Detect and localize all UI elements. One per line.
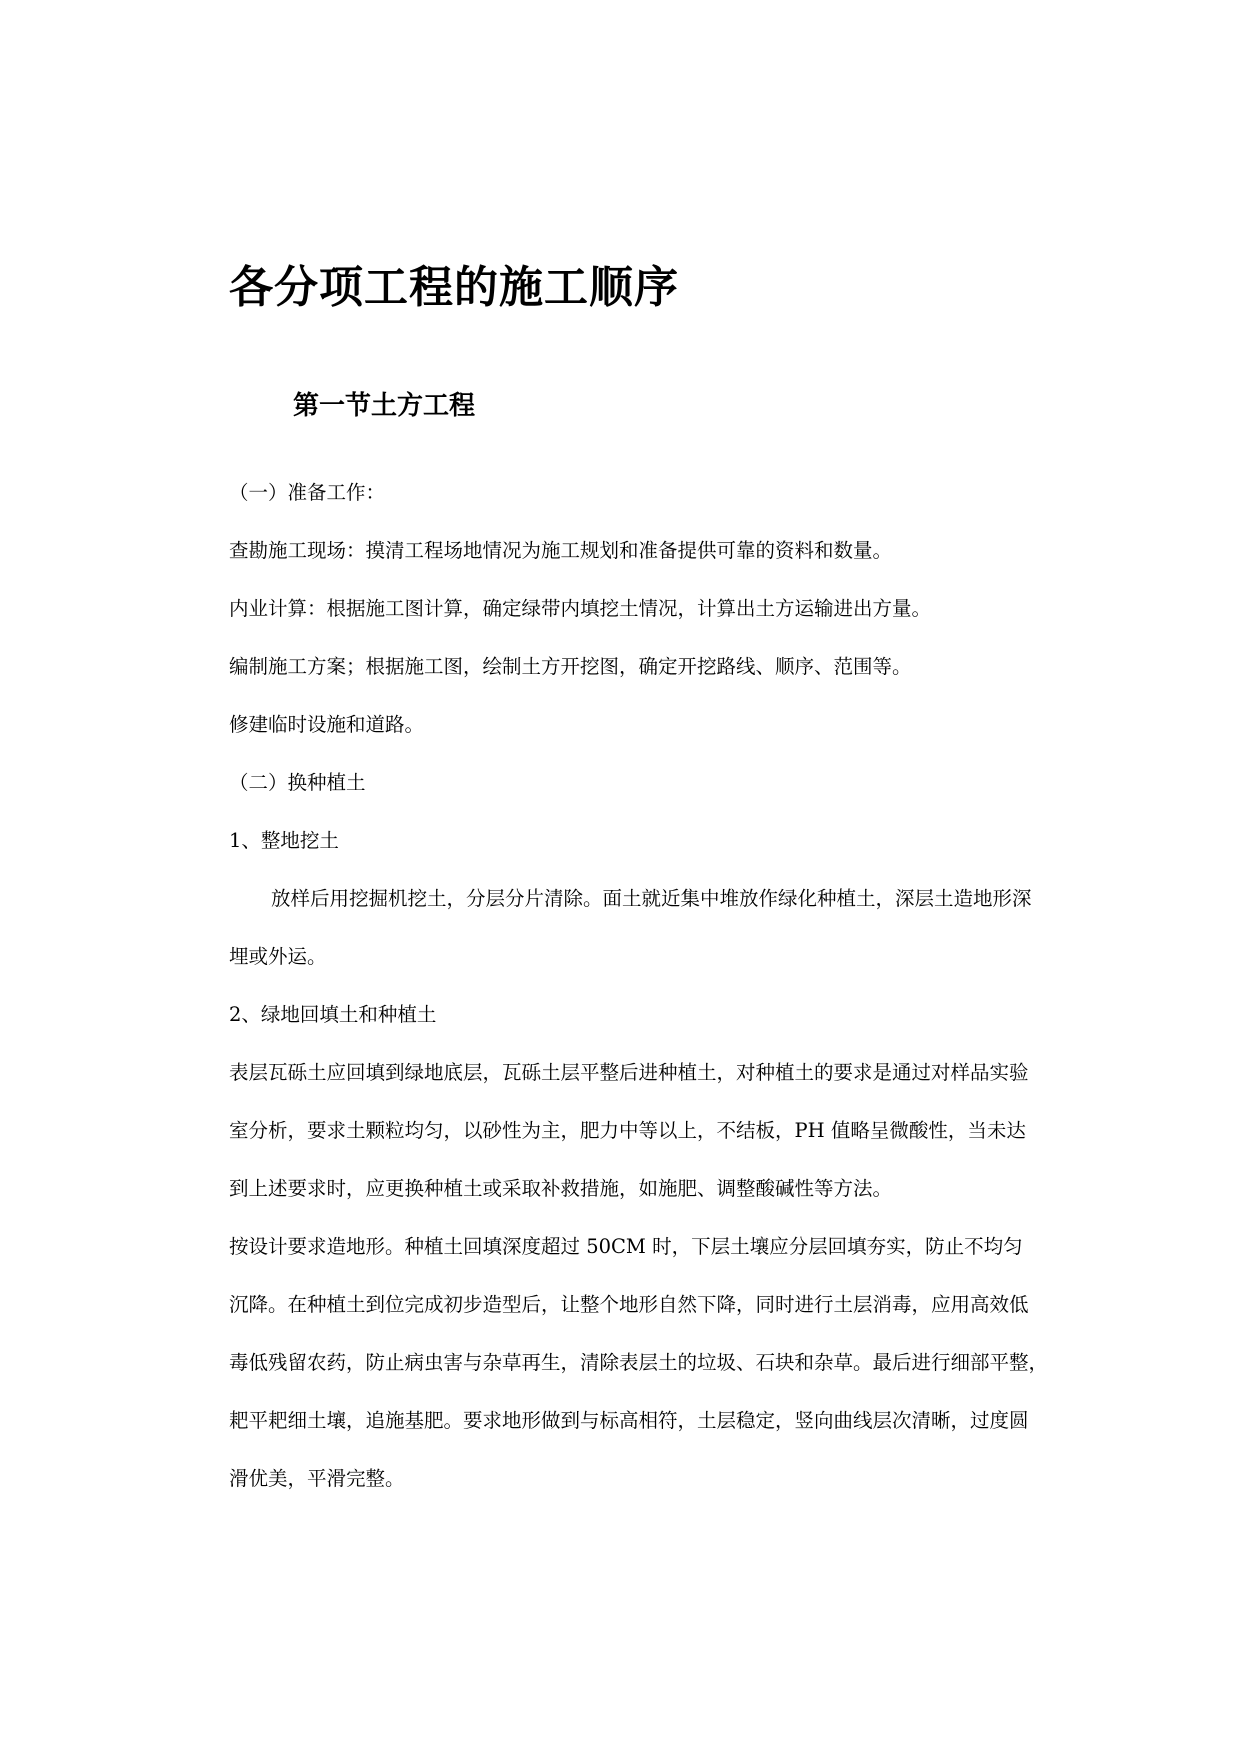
paragraph-line: （一）准备工作： xyxy=(229,481,386,504)
paragraph-line: 查勘施工现场：摸清工程场地情况为施工规划和准备提供可靠的资料和数量。 xyxy=(229,539,893,562)
paragraph-line: 滑优美，平滑完整。 xyxy=(229,1467,405,1490)
paragraph-line: 表层瓦砾土应回填到绿地底层，瓦砾土层平整后进种植土，对种植土的要求是通过对样品实验 xyxy=(229,1061,1029,1084)
paragraph-line: 编制施工方案；根据施工图，绘制土方开挖图，确定开挖路线、顺序、范围等。 xyxy=(229,655,912,678)
paragraph-line: 沉降。在种植土到位完成初步造型后，让整个地形自然下降，同时进行土层消毒，应用高效低 xyxy=(229,1293,1029,1316)
paragraph-line: 室分析，要求土颗粒均匀，以砂性为主，肥力中等以上，不结板，PH 值略呈微酸性，当未达 xyxy=(229,1119,1026,1142)
paragraph-line: （二）换种植土 xyxy=(229,771,366,794)
paragraph-line: 耙平耙细土壤，追施基肥。要求地形做到与标高相符，土层稳定，竖向曲线层次清晰，过度圆 xyxy=(229,1409,1029,1432)
document-title: 各分项工程的施工顺序 xyxy=(229,262,679,313)
paragraph-line: 埋或外运。 xyxy=(229,945,327,968)
paragraph-line: 2、绿地回填土和种植土 xyxy=(229,1003,437,1026)
paragraph-line: 按设计要求造地形。种植土回填深度超过 50CM 时，下层土壤应分层回填夯实，防止不均匀 xyxy=(229,1235,1023,1258)
paragraph-line: 修建临时设施和道路。 xyxy=(229,713,425,736)
paragraph-line: 毒低残留农药，防止病虫害与杂草再生，清除表层土的垃圾、石块和杂草。最后进行细部平整， xyxy=(229,1351,1049,1374)
paragraph-line: 1、整地挖土 xyxy=(229,829,339,852)
paragraph-line: 内业计算：根据施工图计算，确定绿带内填挖土情况，计算出土方运输进出方量。 xyxy=(229,597,932,620)
section-heading: 第一节土方工程 xyxy=(293,391,476,421)
paragraph-line: 到上述要求时，应更换种植土或采取补救措施，如施肥、调整酸碱性等方法。 xyxy=(229,1177,893,1200)
paragraph-line: 放样后用挖掘机挖土，分层分片清除。面土就近集中堆放作绿化种植土，深层土造地形深 xyxy=(271,887,1032,910)
